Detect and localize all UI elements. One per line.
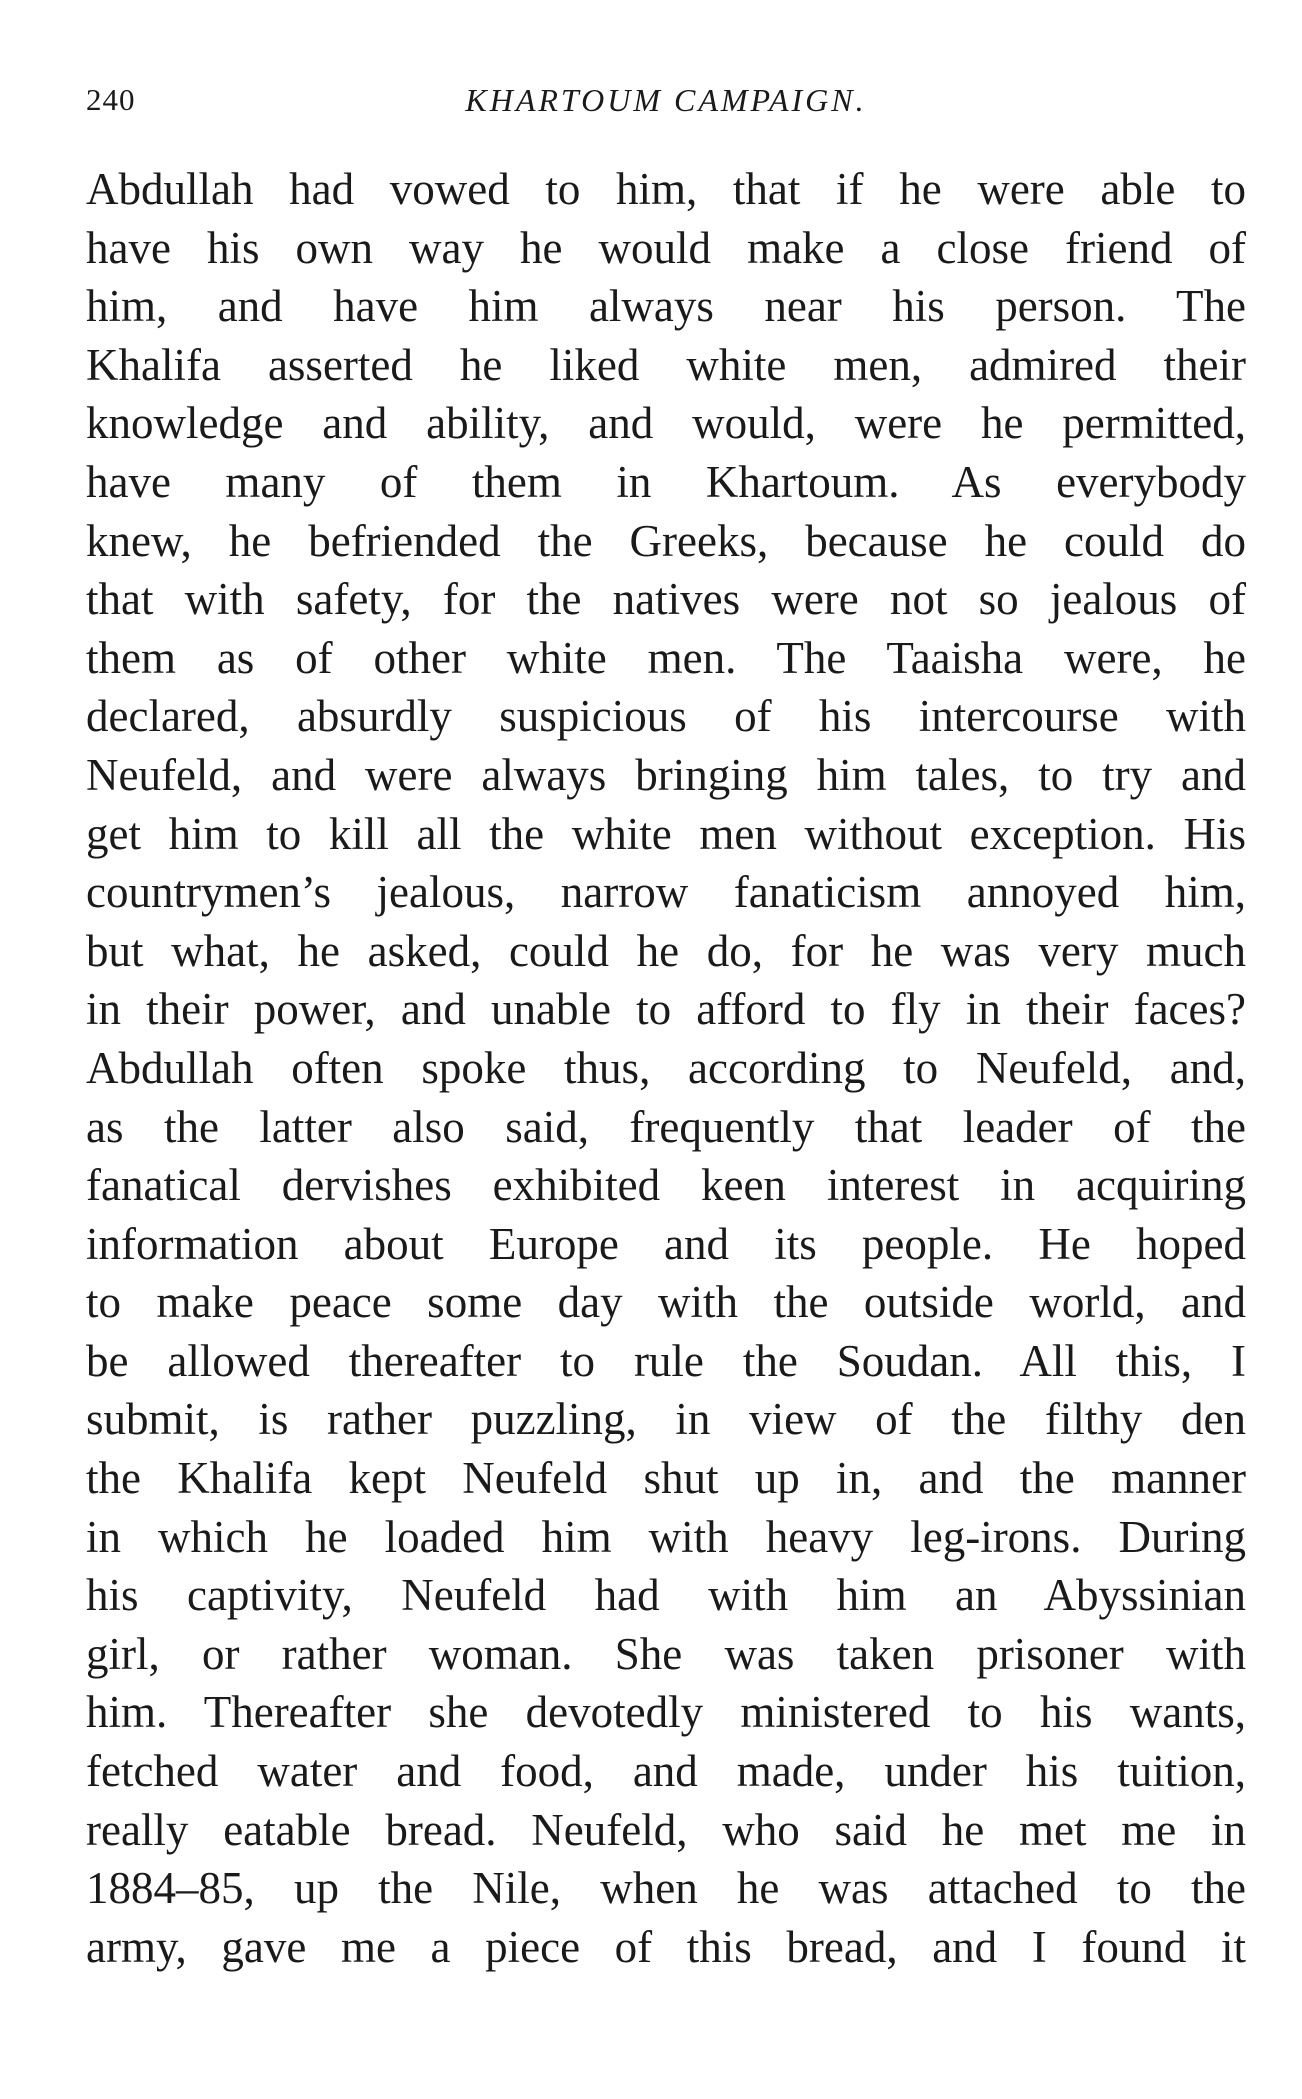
text-line: him. Thereafter she devotedly ministered to his wants, xyxy=(86,1687,1246,1738)
text-line: get him to kill all the white men without exception. His xyxy=(86,808,1246,859)
running-title: KHARTOUM CAMPAIGN. xyxy=(465,82,867,118)
text-line: 1884–85, up the Nile, when he was attached to the xyxy=(86,1863,1246,1914)
text-line: have his own way he would make a close friend of xyxy=(86,222,1246,273)
text-line: Abdullah often spoke thus, according to Neufeld, and, xyxy=(86,1042,1246,1093)
text-line: girl, or rather woman. She was taken prisoner with xyxy=(86,1628,1246,1679)
text-line: Abdullah had vowed to him, that if he were able to xyxy=(86,164,1246,214)
text-line: but what, he asked, could he do, for he was very much xyxy=(86,925,1246,976)
text-line: Khalifa asserted he liked white men, admired their xyxy=(86,339,1246,390)
text-line: knowledge and ability, and would, were he permitted, xyxy=(86,398,1246,449)
text-line: knew, he befriended the Greeks, because he could do xyxy=(86,515,1246,566)
text-line: as the latter also said, frequently that leader of the xyxy=(86,1101,1246,1152)
text-line: that with safety, for the natives were not so jealous of xyxy=(86,574,1246,625)
text-line: be allowed thereafter to rule the Soudan. All this, I xyxy=(86,1335,1246,1386)
text-line: countrymen’s jealous, narrow fanaticism annoyed him, xyxy=(86,867,1246,918)
text-line: them as of other white men. The Taaisha were, he xyxy=(86,632,1246,683)
text-line: information about Europe and its people. He hoped xyxy=(86,1218,1246,1269)
text-line: in which he loaded him with heavy leg-irons. During xyxy=(86,1511,1246,1562)
text-line: the Khalifa kept Neufeld shut up in, and the manner xyxy=(86,1453,1246,1504)
text-line: fanatical dervishes exhibited keen interest in acquiring xyxy=(86,1160,1246,1211)
page-number: 240 xyxy=(86,82,136,117)
text-line: have many of them in Khartoum. As everybody xyxy=(86,456,1246,507)
text-line: Neufeld, and were always bringing him tales, to try and xyxy=(86,749,1246,800)
text-line: in their power, and unable to afford to fly in their faces? xyxy=(86,984,1246,1035)
text-line: declared, absurdly suspicious of his intercourse with xyxy=(86,691,1246,742)
text-line: to make peace some day with the outside world, and xyxy=(86,1277,1246,1328)
text-line: submit, is rather puzzling, in view of the filthy den xyxy=(86,1394,1246,1445)
text-line: really eatable bread. Neufeld, who said he met me in xyxy=(86,1804,1246,1855)
body-text xyxy=(86,160,1246,1976)
text-line: army, gave me a piece of this bread, and I found it xyxy=(86,1921,1246,1972)
text-line: his captivity, Neufeld had with him an Abyssinian xyxy=(86,1570,1246,1621)
text-line: him, and have him always near his person. The xyxy=(86,281,1246,332)
text-line: fetched water and food, and made, under his tuition, xyxy=(86,1746,1246,1797)
page-header xyxy=(86,82,1246,122)
